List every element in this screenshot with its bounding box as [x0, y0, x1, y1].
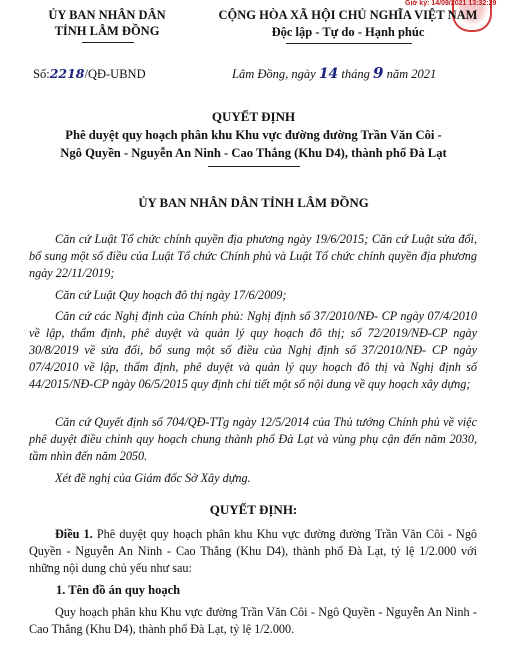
org-underline [82, 42, 134, 43]
doc-number-prefix: Số: [33, 67, 50, 81]
org-name-line1: ỦY BAN NHÂN DÂN [48, 8, 166, 22]
date-mid: tháng [341, 67, 370, 81]
subject-line-2: Ngô Quyền - Nguyễn An Ninh - Cao Thắng (Khu D4), thành phố Đà Lạt [60, 146, 447, 160]
doc-number-handwritten: 2218 [49, 66, 85, 81]
signature-timestamp: Giờ ký: 14/09/2021 13:32:29 [405, 0, 497, 7]
preamble-paragraph-1: Căn cứ Luật Tổ chức chính quyền địa phương ngày 19/6/2015; Căn cứ Luật sửa đổi, bổ sung một số điều của Luật Tổ chức Chính phủ và Luật Tổ chức chính quyền địa phương ngày 22/11/2019; [29, 232, 477, 280]
preamble-paragraph-3: Căn cứ các Nghị định của Chính phủ: Nghị định số 37/2010/NĐ- CP ngày 07/4/2010 về lập, thẩm định, phê duyệt và quản lý quy hoạch đô thị; số 72/2019/NĐ-CP ngày 30/8/2019 về sửa đổi, bổ sung một số điều của Nghị định số 37/2010/NĐ- CP ngày 07/4/2010 về lập, thẩm định, phê duyệt và quản lý quy hoạch đô thị và Nghị định số 44/2015/NĐ-CP ngày 06/5/2015 quy định chi tiết một số nội dung về quy hoạch xây dựng; [29, 309, 477, 391]
motto-underline [286, 43, 412, 44]
national-motto: Độc lập - Tự do - Hạnh phúc [271, 25, 425, 39]
org-name-line2: TỈNH LÂM ĐỒNG [54, 24, 160, 38]
preamble-paragraph-2: Căn cứ Luật Quy hoạch đô thị ngày 17/6/2009; [55, 288, 287, 302]
doc-type-title: QUYẾT ĐỊNH [211, 109, 296, 124]
place-date [232, 64, 436, 82]
preamble-paragraph-4: Căn cứ Quyết định số 704/QĐ-TTg ngày 12/5/2014 của Thủ tướng Chính phủ về việc phê duyệt điều chỉnh quy hoạch chung thành phố Đà Lạt và vùng phụ cận đến năm 2030, tầm nhìn đến năm 2050. [29, 415, 477, 463]
preamble-paragraph-5: Xét đề nghị của Giám đốc Sở Xây dựng. [55, 471, 251, 485]
article-1-text: Phê duyệt quy hoạch phân khu Khu vực đường đường Trần Văn Côi - Ngô Quyền - Nguyễn An Ninh - Cao Thắng (Khu D4), thành phố Đà Lạt, tỷ lệ 1/2.000 với những nội dung chủ yếu như sau: [29, 527, 478, 575]
doc-number [33, 66, 146, 82]
date-prefix: Lâm Đồng, ngày [232, 67, 316, 81]
date-suffix: năm 2021 [386, 67, 437, 81]
decision-heading: QUYẾT ĐỊNH: [209, 502, 298, 517]
section-1-text: Quy hoạch phân khu Khu vực đường Trần Văn Côi - Ngô Quyền - Nguyễn An Ninh - Cao Thắng (Khu D4), thành phố Đà Lạt, tỷ lệ 1/2.000. [29, 605, 477, 636]
subject-line-1: Phê duyệt quy hoạch phân khu Khu vực đường đường Trần Văn Côi - [65, 128, 442, 142]
article-1-label: Điều 1. [55, 527, 93, 541]
nation-name: CỘNG HÒA XÃ HỘI CHỦ NGHĨA VIỆT NAM [218, 8, 478, 22]
date-month-handwritten: 9 [373, 64, 384, 82]
section-1-heading: 1. Tên đồ án quy hoạch [56, 583, 181, 597]
doc-number-suffix: /QĐ-UBND [84, 67, 146, 81]
date-day-handwritten: 14 [318, 66, 339, 82]
issuing-authority: ỦY BAN NHÂN DÂN TỈNH LÂM ĐỒNG [138, 196, 369, 210]
title-underline [208, 166, 300, 167]
article-1 [29, 526, 477, 577]
